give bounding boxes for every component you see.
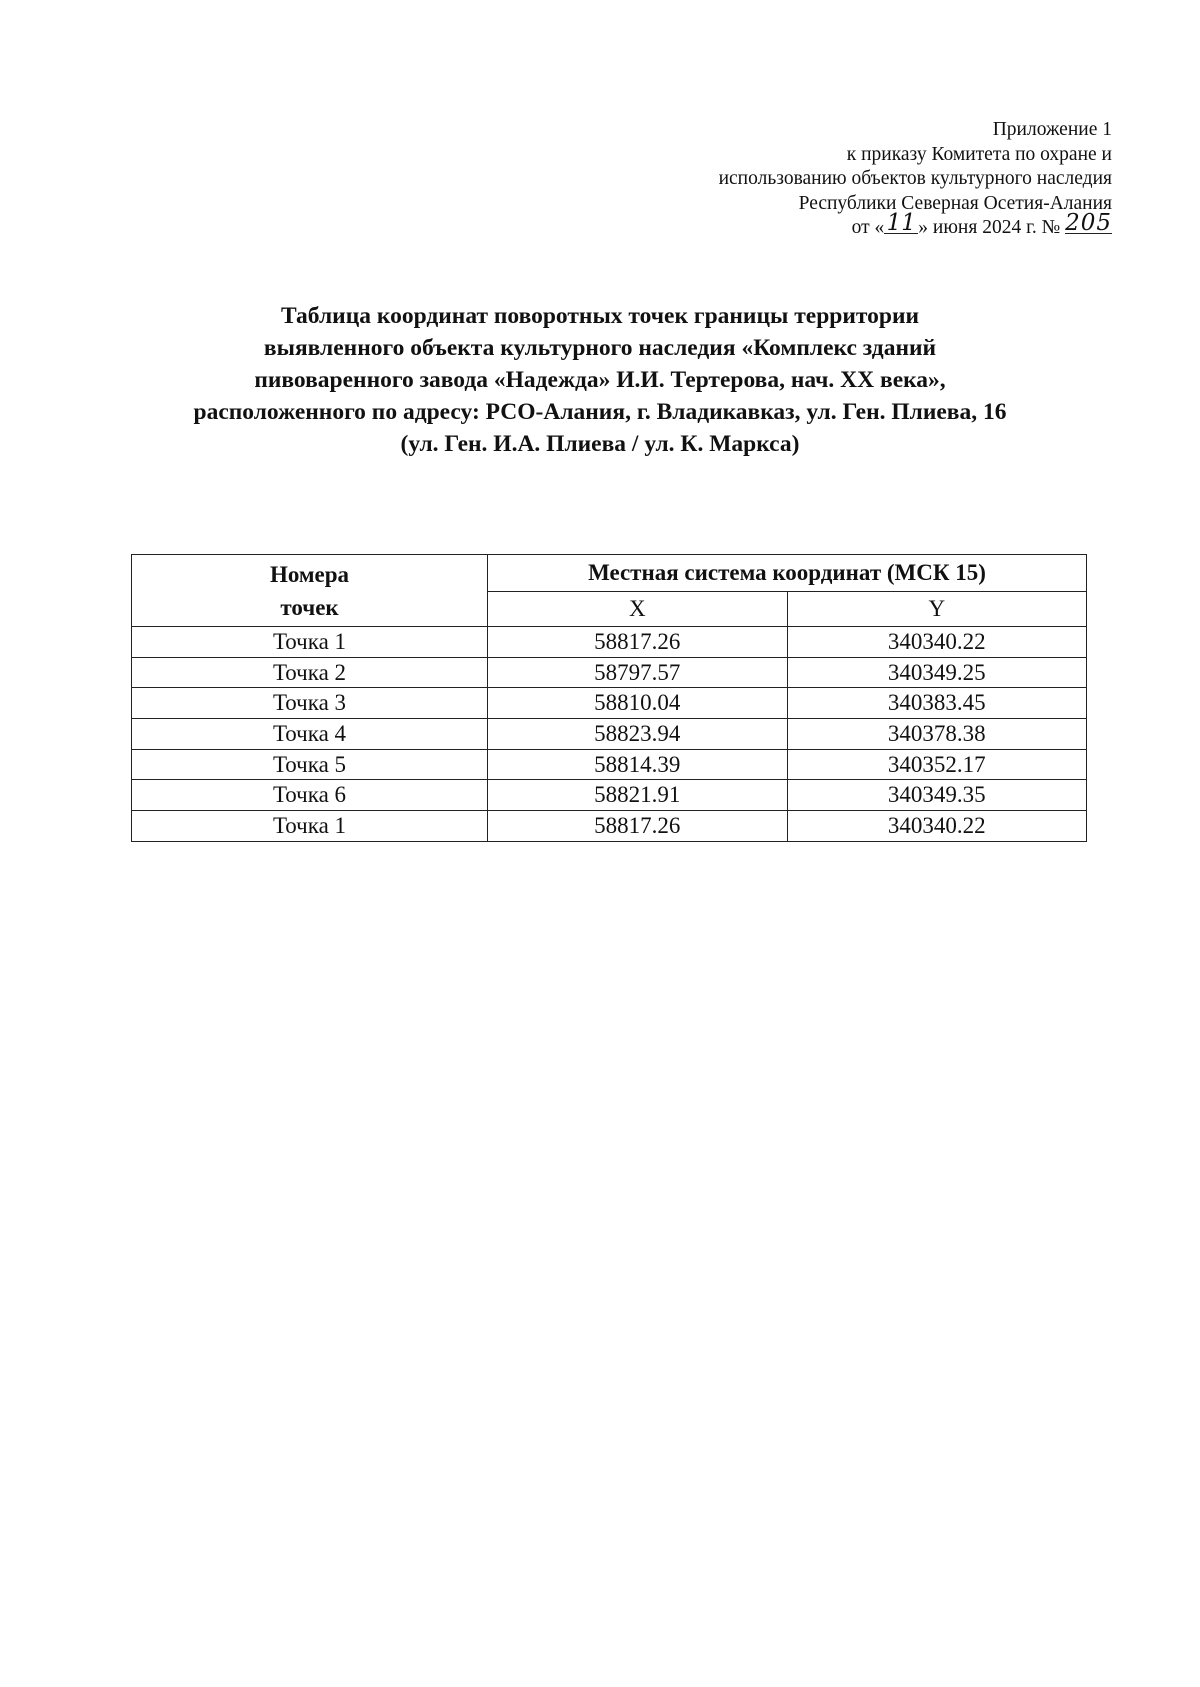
y-value: 340340.22 [787,811,1087,842]
point-name: Точка 4 [132,719,488,750]
header-coordinate-system: Местная система координат (МСК 15) [488,555,1087,592]
header-points-line1: Номера [269,561,350,587]
appendix-title: Приложение 1 [992,119,1112,140]
x-value: 58817.26 [488,811,788,842]
point-name: Точка 1 [132,627,488,658]
x-value: 58814.39 [488,749,788,780]
x-value: 58797.57 [488,657,788,688]
document-title [100,300,1100,460]
appendix-header [719,118,1112,241]
table-row [132,780,1087,811]
point-name: Точка 6 [132,780,488,811]
y-value: 340383.45 [787,688,1087,719]
y-value: 340349.25 [787,657,1087,688]
point-name: Точка 5 [132,749,488,780]
x-value: 58823.94 [488,719,788,750]
handwritten-order-number: 205 [1065,210,1112,236]
title-line: (ул. Ген. И.А. Плиева / ул. К. Маркса) [400,431,800,457]
y-value: 340352.17 [787,749,1087,780]
x-value: 58817.26 [488,627,788,658]
x-value: 58810.04 [488,688,788,719]
x-value: 58821.91 [488,780,788,811]
title-line: расположенного по адресу: РСО-Алания, г. Владикавказ, ул. Ген. Плиева, 16 [193,399,1007,425]
date-middle: » июня 2024 г. № [918,217,1061,238]
appendix-date-line [719,210,1112,241]
title-line: пивоваренного завода «Надежда» И.И. Тертерова, нач. XX века», [254,367,946,393]
y-value: 340378.38 [787,719,1087,750]
point-name: Точка 1 [132,811,488,842]
appendix-republic: Республики Северная Осетия-Алания [798,192,1112,214]
handwritten-day: 11 [884,213,918,234]
appendix-order-ref: к приказу Комитета по охране и [846,143,1112,165]
appendix-committee: использованию объектов культурного наследия [718,168,1112,189]
table-row [132,811,1087,842]
header-point-numbers [132,555,488,627]
header-x: X [488,592,788,627]
point-name: Точка 3 [132,688,488,719]
table-row [132,657,1087,688]
header-y: Y [787,592,1087,627]
table-row [132,688,1087,719]
title-line: выявленного объекта культурного наследия «Комплекс зданий [263,335,937,361]
header-points-line2: точек [280,594,339,620]
table-row [132,627,1087,658]
table-row [132,749,1087,780]
title-line: Таблица координат поворотных точек границы территории [280,303,920,329]
table-row [132,719,1087,750]
coordinates-table [131,554,1087,842]
y-value: 340340.22 [787,627,1087,658]
y-value: 340349.35 [787,780,1087,811]
date-prefix: от « [851,217,885,238]
point-name: Точка 2 [132,657,488,688]
